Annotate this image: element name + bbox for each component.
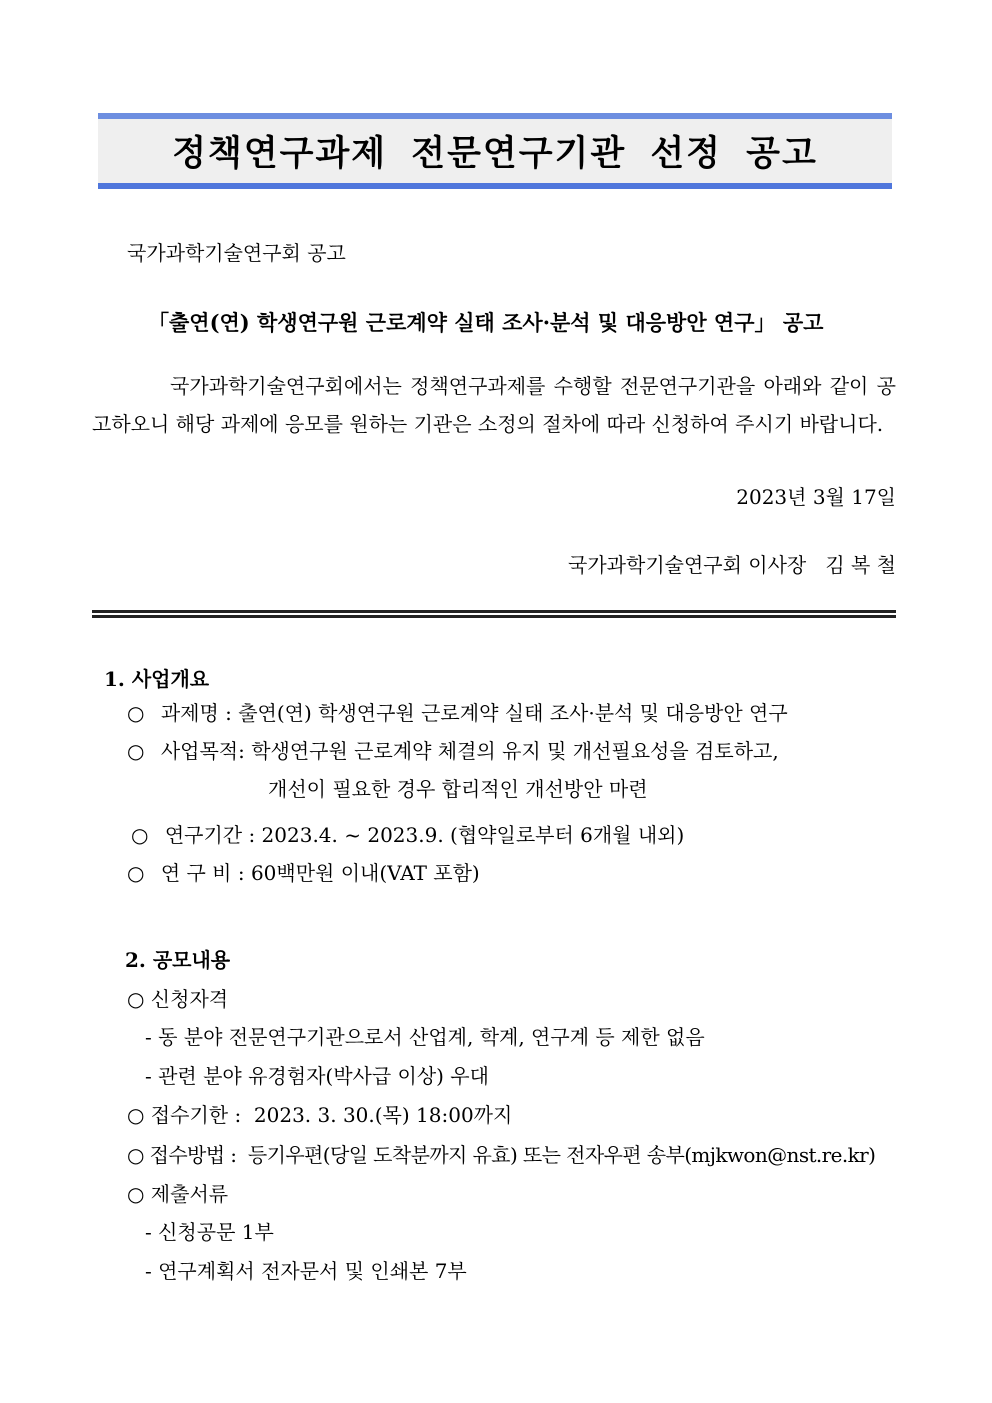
list-item: - 연구계획서 전자문서 및 인쇄본 7부 [145, 1259, 467, 1283]
bullet-icon: ○ [127, 739, 145, 763]
documents-label: ○ 제출서류 [127, 1182, 229, 1206]
notice-subject: 「출연(연) 학생연구원 근로계약 실태 조사·분석 및 대응방안 연구」 공고 [148, 310, 824, 335]
section2-heading: 2. 공모내용 [125, 948, 231, 972]
list-item-text: 사업목적: 학생연구원 근로계약 체결의 유지 및 개선필요성을 검토하고, [160, 739, 779, 763]
list-item: - 동 분야 전문연구기관으로서 산업계, 학계, 연구계 등 제한 없음 [145, 1025, 705, 1049]
signature-line: 국가과학기술연구회 이사장 김 복 철 [568, 553, 896, 577]
list-item-text: 과제명 : 출연(연) 학생연구원 근로계약 실태 조사·분석 및 대응방안 연구 [160, 701, 788, 725]
issuer-line: 국가과학기술연구회 공고 [127, 241, 346, 265]
intro-paragraph: 국가과학기술연구회에서는 정책연구과제를 수행할 전문연구기관을 아래와 같이 공고하오니 해당 과제에 응모를 원하는 기관은 소정의 절차에 따라 신청하여 주시기 바랍니다. [92, 374, 896, 436]
title-banner [98, 113, 892, 189]
bullet-icon: ○ [127, 861, 145, 885]
section1-heading: 1. 사업개요 [104, 667, 210, 691]
divider-bottom [92, 615, 896, 618]
bullet-icon: ○ [131, 823, 149, 847]
list-item [127, 857, 480, 886]
list-item: - 관련 분야 유경험자(박사급 이상) 우대 [145, 1064, 489, 1088]
list-item-text: 연구기간 : 2023.4. ~ 2023.9. (협약일로부터 6개월 내외) [164, 823, 685, 847]
list-item-continuation: 개선이 필요한 경우 합리적인 개선방안 마련 [268, 777, 648, 801]
list-item: - 신청공문 1부 [145, 1220, 274, 1244]
list-item-text: 연 구 비 : 60백만원 이내(VAT 포함) [160, 861, 480, 885]
list-item [131, 819, 684, 848]
method-line: ○ 접수방법 : 등기우편(당일 도착분까지 유효) 또는 전자우편 송부(mjkwon@nst.re.kr) [127, 1143, 876, 1167]
deadline-line: ○ 접수기한 : 2023. 3. 30.(목) 18:00까지 [127, 1103, 513, 1127]
bullet-icon: ○ [127, 701, 145, 725]
list-item [127, 697, 788, 726]
divider-top [92, 610, 896, 613]
notice-date: 2023년 3월 17일 [736, 485, 896, 509]
document-title: 정책연구과제 전문연구기관 선정 공고 [172, 134, 818, 174]
list-item [127, 735, 779, 764]
qualification-label: ○ 신청자격 [127, 987, 229, 1011]
